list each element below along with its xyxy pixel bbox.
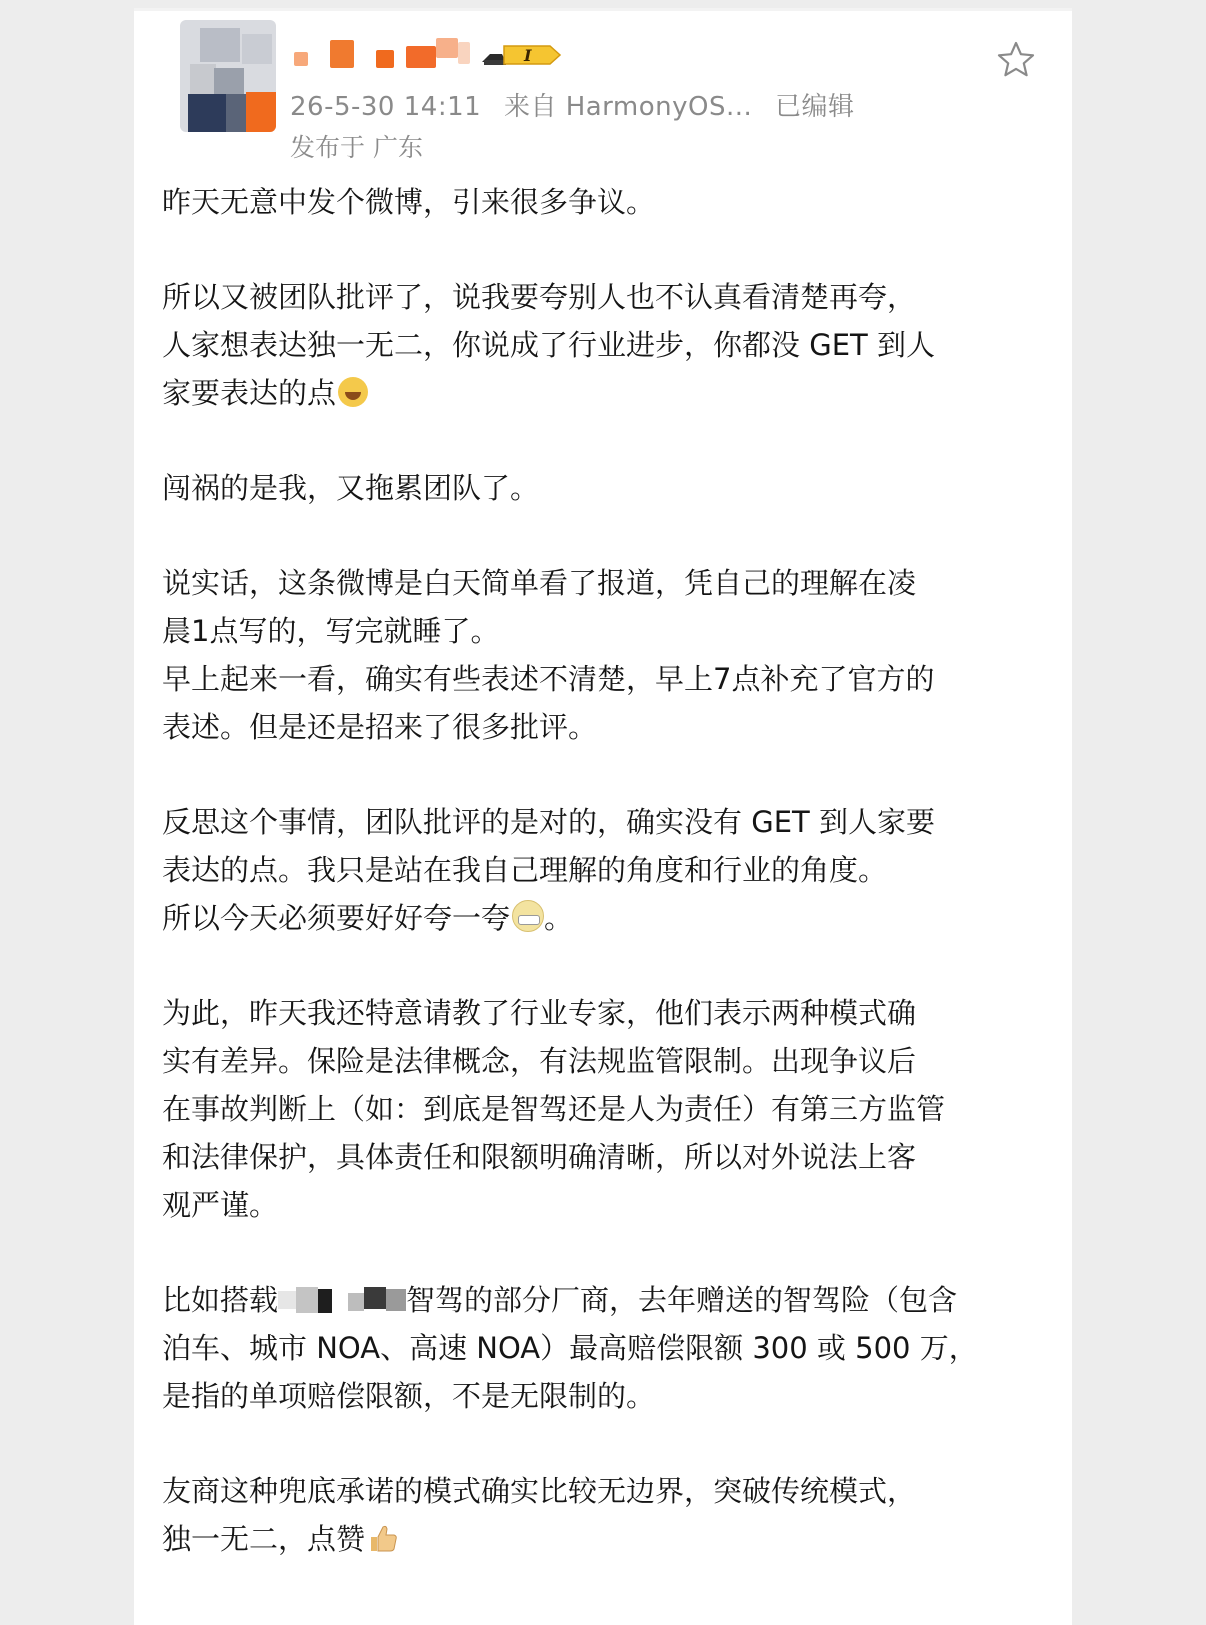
- top-divider: [134, 8, 1072, 11]
- weibo-post-card: [134, 8, 1072, 1625]
- vip-level-text: I: [524, 46, 532, 65]
- text-line: 表述。但是还是招来了很多批评。: [162, 710, 598, 744]
- edited-label[interactable]: 已编辑: [775, 92, 855, 122]
- text-segment: 独一无二，点赞: [162, 1522, 366, 1556]
- paragraph: [162, 464, 1012, 512]
- paragraph: [162, 178, 1012, 226]
- post-timestamp: 26-5-30 14:11: [290, 92, 482, 122]
- text-line: 泊车、城市 NOA、高速 NOA）最高赔偿限额 300 或 500 万，: [162, 1331, 978, 1365]
- text-line-with-emoji: [162, 1515, 1012, 1563]
- text-line-with-emoji: [162, 369, 1012, 417]
- avatar[interactable]: [180, 20, 276, 132]
- text-line: 晨1点写的，写完就睡了。: [162, 614, 500, 648]
- text-line: 为此，昨天我还特意请教了行业专家，他们表示两种模式确: [162, 996, 917, 1030]
- grin-emoji-icon: [512, 900, 544, 932]
- text-line: 友商这种兜底承诺的模式确实比较无边界，突破传统模式，: [162, 1474, 917, 1508]
- paragraph: [162, 1276, 1012, 1420]
- laughing-tears-emoji-icon: [338, 377, 368, 407]
- text-segment: 比如搭载: [162, 1283, 279, 1317]
- text-line: 所以又被团队批评了，说我要夸别人也不认真看清楚再夸，: [162, 280, 917, 314]
- post-location: 发布于 广东: [290, 133, 423, 162]
- text-line: 昨天无意中发个微博，引来很多争议。: [162, 185, 656, 219]
- post-source[interactable]: 来自 HarmonyOS...: [503, 92, 753, 122]
- text-line: 人家想表达独一无二，你说成了行业进步，你都没 GET 到人: [162, 328, 935, 362]
- brand-name-blurred: [278, 1285, 406, 1315]
- paragraph: [162, 989, 1012, 1229]
- text-line: 表达的点。我只是站在我自己理解的角度和行业的角度。: [162, 853, 888, 887]
- paragraph: [162, 798, 1012, 942]
- paragraph: [162, 273, 1012, 417]
- thumbs-up-emoji-icon: [367, 1523, 399, 1553]
- post-body: [162, 178, 1012, 1610]
- text-line: 和法律保护，具体责任和限额明确清晰，所以对外说法上客: [162, 1140, 917, 1174]
- paragraph: [162, 559, 1012, 751]
- text-line-with-emoji: [162, 894, 1012, 942]
- text-line: 早上起来一看，确实有些表述不清楚，早上7点补充了官方的: [162, 662, 935, 696]
- text-line: 闯祸的是我，又拖累团队了。: [162, 471, 540, 505]
- text-line: 反思这个事情，团队批评的是对的，确实没有 GET 到人家要: [162, 805, 935, 839]
- text-line-with-blur: [162, 1276, 1012, 1324]
- text-segment: 。: [544, 901, 574, 935]
- text-line: 说实话，这条微博是白天简单看了报道，凭自己的理解在凌: [162, 566, 917, 600]
- post-meta: [290, 86, 869, 122]
- star-outline-icon[interactable]: [996, 40, 1036, 80]
- text-segment: 智驾的部分厂商，去年赠送的智驾险（包含: [406, 1283, 958, 1317]
- text-segment: 所以今天必须要好好夸一夸: [162, 901, 511, 935]
- paragraph: [162, 1467, 1012, 1563]
- text-line: 是指的单项赔偿限额，不是无限制的。: [162, 1379, 656, 1413]
- text-segment: 家要表达的点: [162, 376, 337, 410]
- text-line: 在事故判断上（如：到底是智驾还是人为责任）有第三方监管: [162, 1092, 946, 1126]
- text-line: 实有差异。保险是法律概念，有法规监管限制。出现争议后: [162, 1044, 917, 1078]
- vip-badge-icon: [480, 42, 562, 68]
- text-line: 观严谨。: [162, 1188, 279, 1222]
